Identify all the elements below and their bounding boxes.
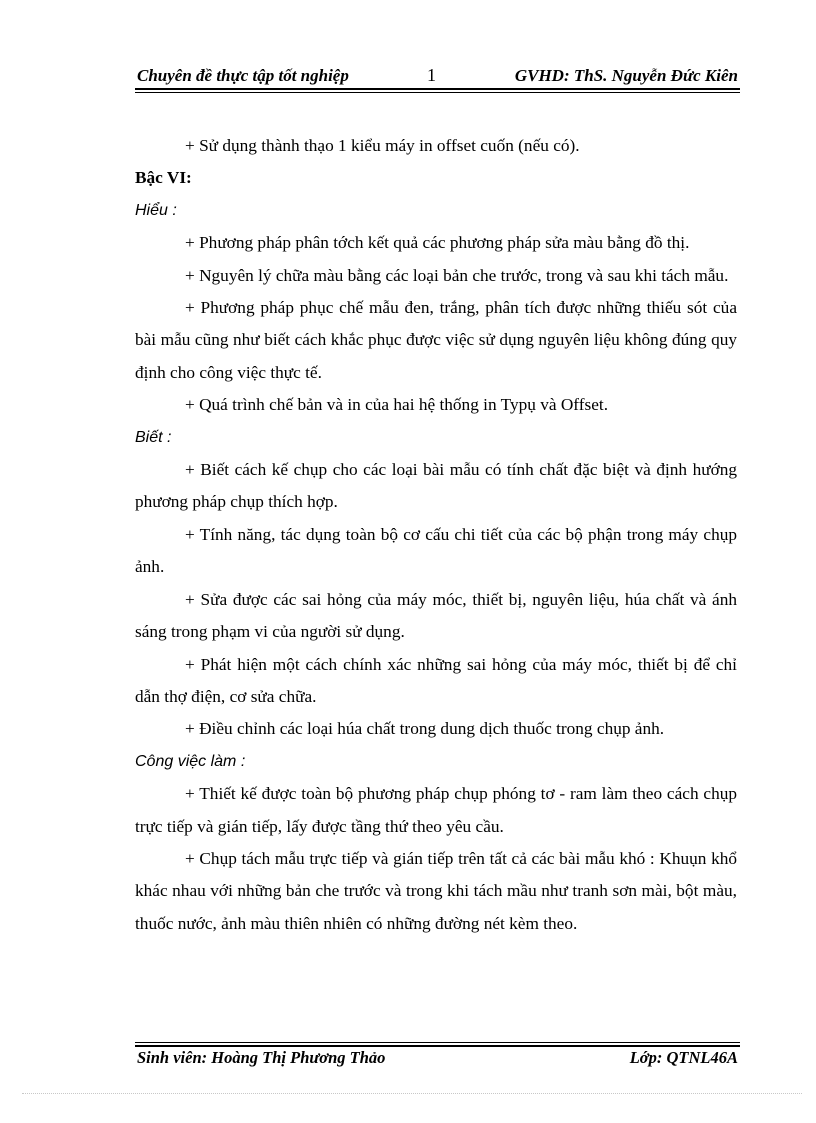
subsection-heading: Công việc làm :	[135, 752, 246, 770]
header-rule-thin	[135, 92, 740, 93]
paragraph: + Phương pháp phục chế mẫu đen, trắng, phân tích được những thiếu sót của bài mẫu cũng như biết cách khắc phục được việc sử dụng nguyên liệu không đúng quy định cho công việc thực tế.	[135, 298, 737, 382]
page-header	[135, 60, 740, 90]
document-body	[135, 130, 737, 940]
paragraph: + Phát hiện một cách chính xác những sai hỏng của máy móc, thiết bị để chỉ dẫn thợ điện, cơ sửa chữa.	[135, 654, 737, 706]
paragraph: + Điều chỉnh các loại húa chất trong dung dịch thuốc trong chụp ảnh.	[185, 719, 665, 739]
section-heading: Bậc VI:	[135, 168, 192, 188]
header-advisor: GVHD: ThS. Nguyễn Đức Kiên	[514, 66, 738, 85]
paragraph: + Sửa được các sai hỏng của máy móc, thiết bị, nguyên liệu, húa chất và ánh sáng trong phạm vi của người sử dụng.	[135, 589, 737, 642]
paragraph: + Phương pháp phân tớch kết quả các phương pháp sửa màu bằng đồ thị.	[185, 233, 690, 253]
paragraph: + Thiết kế được toàn bộ phương pháp chụp phóng tơ - ram làm theo cách chụp trực tiếp và gián tiếp, lấy được tầng thứ theo yêu cầu.	[135, 784, 737, 836]
paragraph: + Tính năng, tác dụng toàn bộ cơ cấu chi tiết của các bộ phận trong máy chụp ảnh.	[135, 524, 737, 577]
paragraph: + Nguyên lý chữa màu bằng các loại bản che trước, trong và sau khi tách mẫu.	[185, 265, 729, 285]
footer-class: Lớp: QTNL46A	[629, 1048, 738, 1067]
page-number: 1	[427, 65, 436, 85]
footer-rule-thick	[135, 1045, 740, 1047]
header-title: Chuyên đề thực tập tốt nghiệp	[137, 66, 349, 85]
paragraph: + Chụp tách mẫu trực tiếp và gián tiếp trên tất cả các bài mẫu khó : Khuụn khổ khác nhau với những bản che trước và trong khi tách mầu như tranh sơn mài, bột màu, thuốc nước, ảnh màu thiên nhiên có những đường nét kèm theo.	[135, 848, 737, 933]
footer-rule-thin	[135, 1042, 740, 1043]
page-footer	[135, 1048, 740, 1074]
footer-student: Sinh viên: Hoàng Thị Phương Thảo	[137, 1048, 386, 1067]
subsection-heading: Hiểu :	[135, 201, 177, 219]
subsection-heading: Biết :	[135, 428, 172, 446]
paragraph: + Sử dụng thành thạo 1 kiểu máy in offset cuốn (nếu có).	[185, 136, 580, 155]
paragraph: + Quá trình chế bản và in của hai hệ thống in Typụ và Offset.	[185, 395, 609, 415]
page-bottom-edge	[22, 1093, 802, 1094]
paragraph: + Biết cách kế chụp cho các loại bài mẫu có tính chất đặc biệt và định hướng phương pháp chụp thích hợp.	[135, 460, 737, 512]
header-rule-thick	[135, 88, 740, 90]
